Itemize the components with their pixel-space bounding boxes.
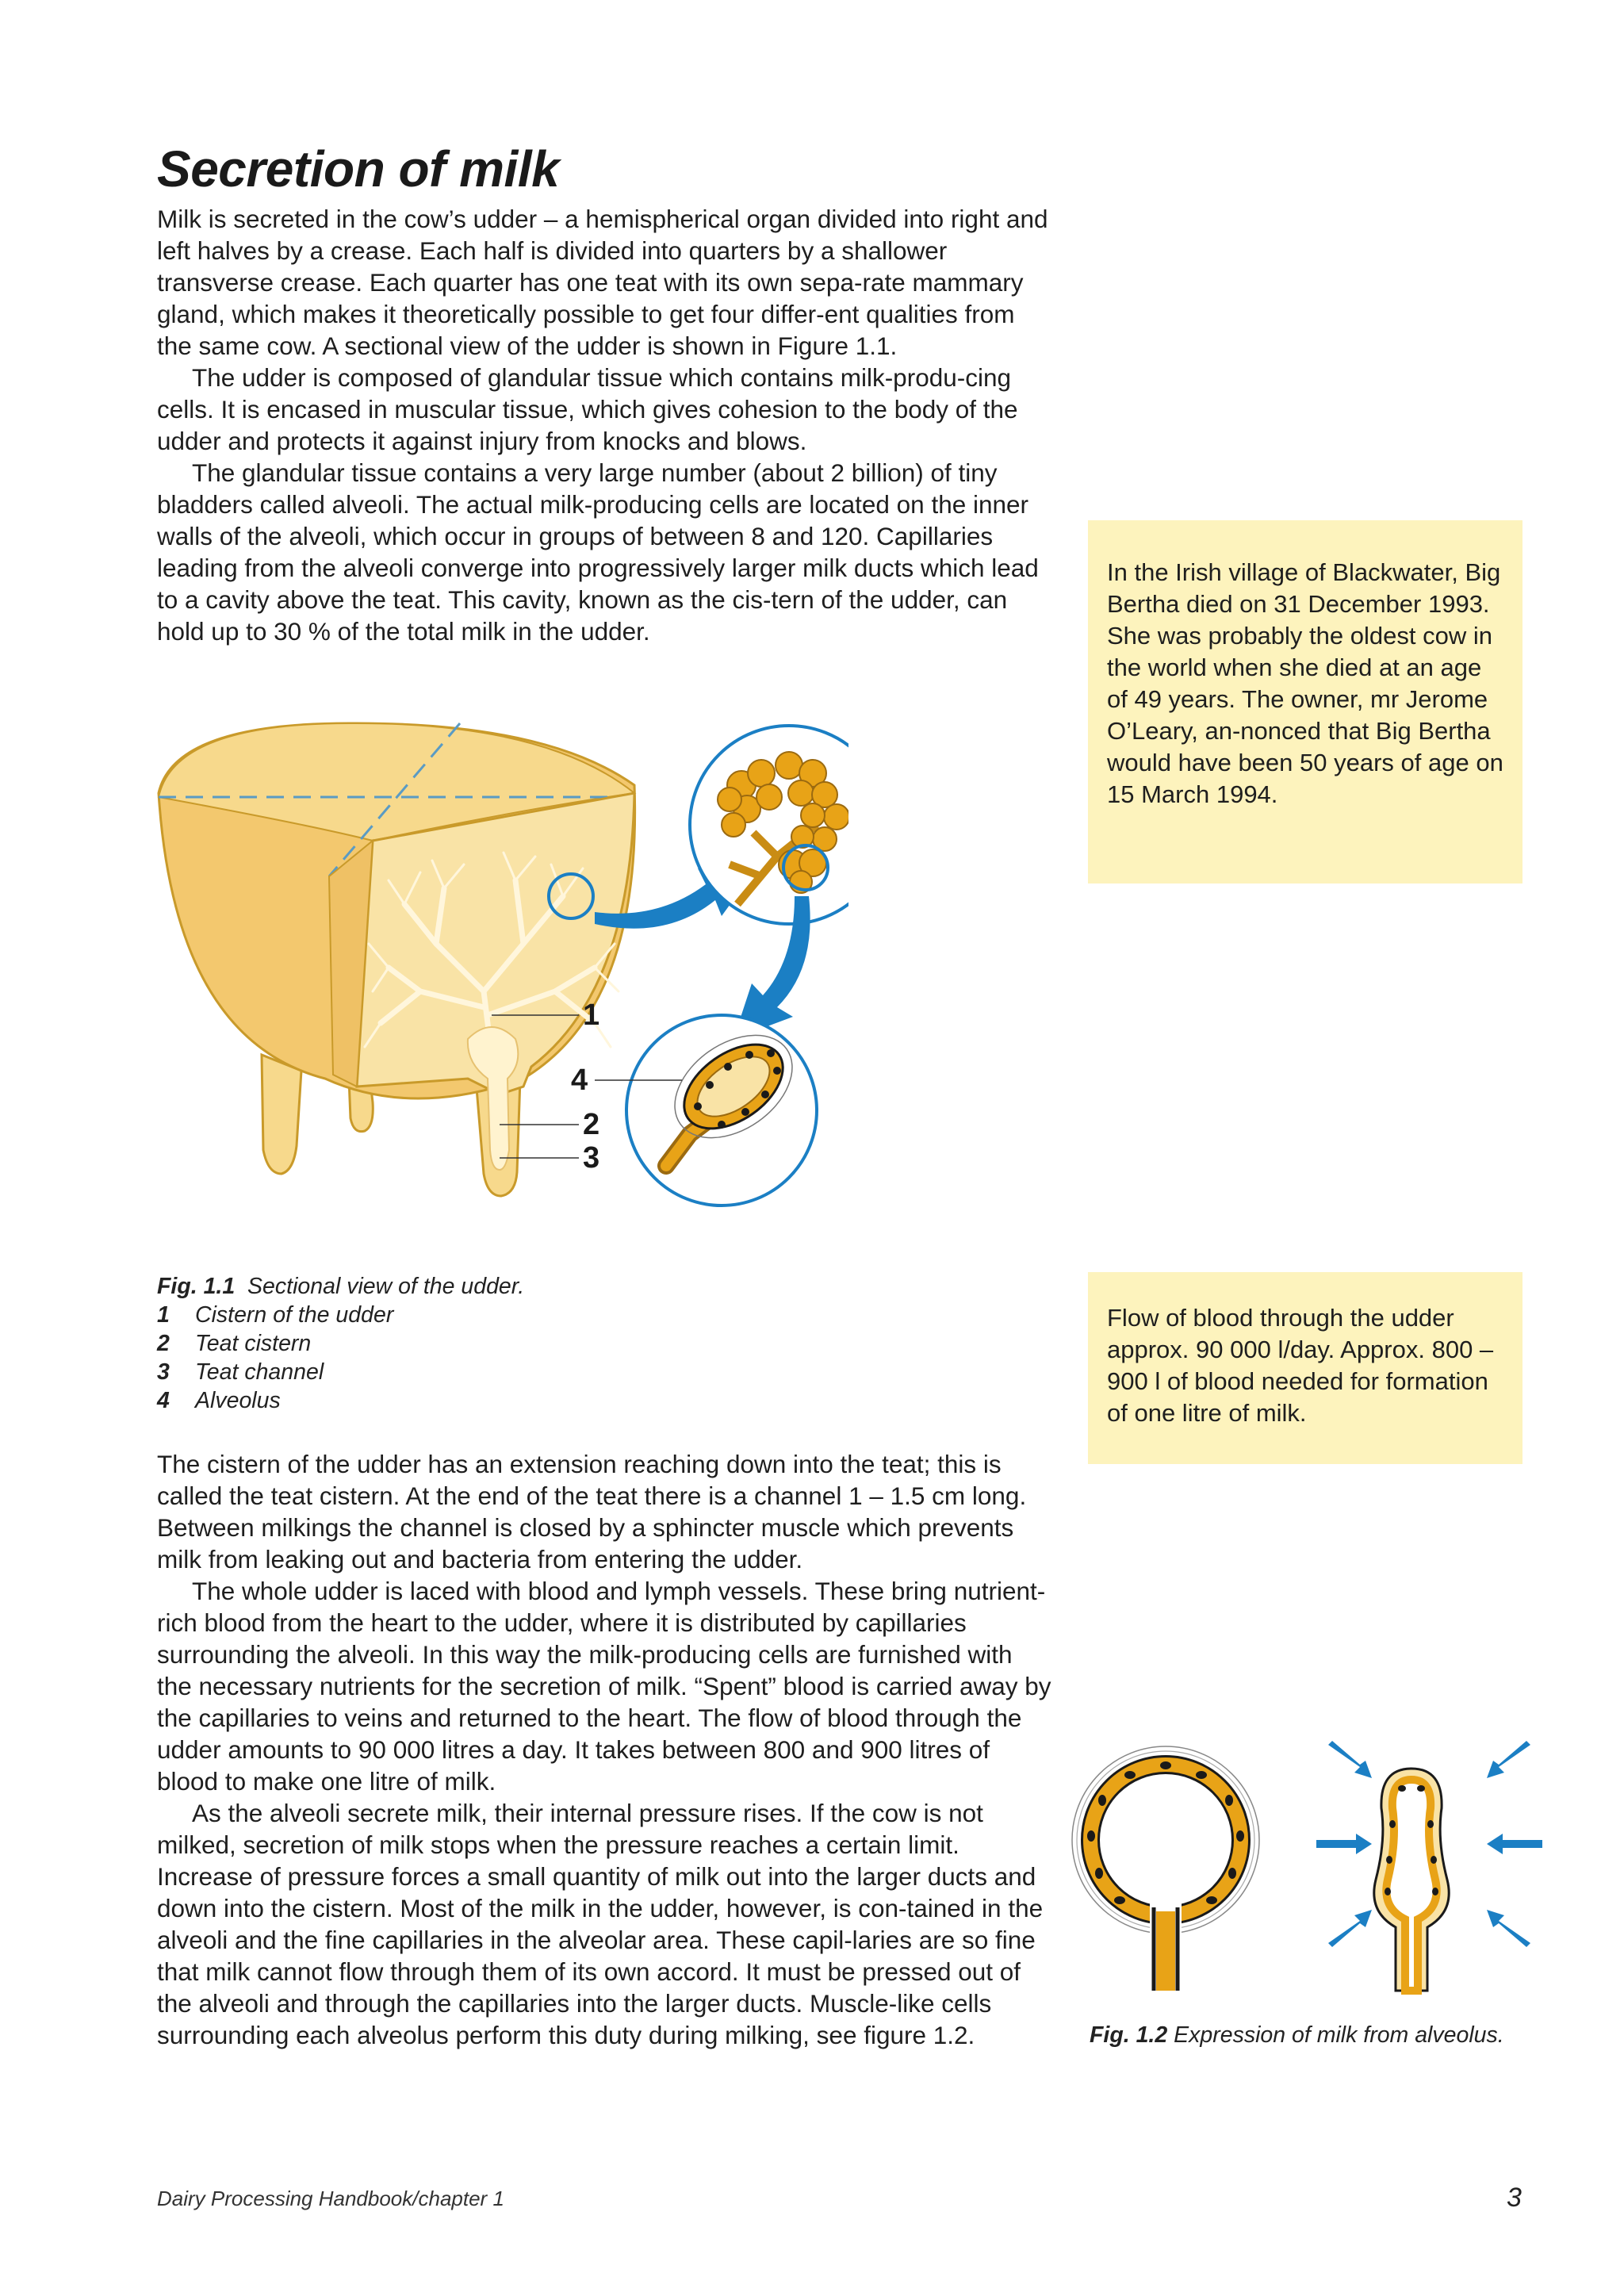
figure-label-4: 4 bbox=[571, 1064, 588, 1097]
page-title: Secretion of milk bbox=[157, 140, 560, 197]
figure-label-1: 1 bbox=[583, 999, 600, 1032]
figure-1-caption-text: Sectional view of the udder. bbox=[247, 1274, 525, 1299]
legend-item: 2 Teat cistern bbox=[157, 1331, 312, 1356]
legend-item: 3 Teat channel bbox=[157, 1359, 324, 1385]
figure-2-caption bbox=[1090, 2021, 1518, 2049]
sidebar-note-big-bertha bbox=[1088, 520, 1522, 884]
legend-item: 4 Alveolus bbox=[157, 1388, 281, 1413]
sidebar-note-text: In the Irish village of Blackwater, Big Bertha died on 31 December 1993. She was probably the oldest cow in the world when she died at an age of 49 years. The owner, mr Jerome O’Leary, an-nonced that Big Bertha would have been 50 years of age on 15 March 1994. bbox=[1107, 558, 1503, 808]
alveolus-contracted bbox=[1374, 1769, 1449, 1991]
body-paragraph-3: As the alveoli secrete milk, their internal pressure rises. If the cow is not milked, secretion of milk stops when the pressure reaches a certain limit. Increase of pressure forces a small quantity of milk out into the larger ducts and down into the cistern. Most of the milk in the udder, however, is con-tained in the alveoli and the fine capillaries in the alveolar area. These capil-laries are so fine that milk cannot flow through them of its own accord. It must be pressed out of the alveoli and through the capillaries into the larger ducts. Muscle-like cells surrounding each alveolus perform this duty during milking, see figure 1.2. bbox=[157, 1799, 1044, 2049]
sidebar-note-blood-flow bbox=[1088, 1272, 1522, 1464]
body-text bbox=[157, 1448, 1053, 2051]
legend-item: 1 Cistern of the udder bbox=[157, 1302, 394, 1328]
page-number: 3 bbox=[1507, 2183, 1522, 2213]
figure-udder-section bbox=[151, 706, 848, 1229]
alveolus-relaxed bbox=[1072, 1746, 1259, 1991]
footer-book-title: Dairy Processing Handbook/chapter 1 bbox=[157, 2187, 504, 2210]
udder-left-teat bbox=[262, 1055, 301, 1174]
body-paragraph-2: The whole udder is laced with blood and lymph vessels. These bring nutrient-rich blood from the heart to the udder, where it is distributed by capillaries surrounding the alveoli. In this way the milk-producing cells are furnished with the necessary nutrients for the secretion of milk. “Spent” blood is carried away by the capillaries to veins and returned to the heart. The flow of blood through the udder amounts to 90 000 litres a day. It takes between 800 and 900 litres of blood to make one litre of milk. bbox=[157, 1577, 1051, 1796]
body-paragraph-1: The cistern of the udder has an extension reaching down into the teat; this is called the teat cistern. At the end of the teat there is a channel 1 – 1.5 cm long. Between milkings the channel is closed by a sphincter muscle which prevents milk from leaking out and bacteria from entering the udder. bbox=[157, 1450, 1027, 1573]
figure-label-3: 3 bbox=[583, 1141, 600, 1175]
sidebar-note-text: Flow of blood through the udder approx. 90 000 l/day. Approx. 800 – 900 l of blood needed for formation of one litre of milk. bbox=[1107, 1304, 1494, 1427]
intro-paragraph-1: Milk is secreted in the cow’s udder – a hemispherical organ divided into right and left halves by a crease. Each half is divided into quarters by a shallower transverse crease. Each quarter has one teat with its own sepa-rate mammary gland, which makes it theoretically possible to get four differ-ent qualities from the same cow. A sectional view of the udder is shown in Figure 1.1. bbox=[157, 205, 1048, 360]
figure-2-caption-text: Expression of milk from alveolus. bbox=[1174, 2022, 1504, 2048]
figure-milk-expression bbox=[1055, 1721, 1546, 2007]
intro-text bbox=[157, 203, 1053, 647]
figure-1-caption-prefix: Fig. 1.1 bbox=[157, 1274, 236, 1299]
figure-label-2: 2 bbox=[583, 1108, 600, 1141]
intro-paragraph-3: The glandular tissue contains a very large number (about 2 billion) of tiny bladders called alveoli. The actual milk-producing cells are located on the inner walls of the alveoli, which occur in groups of between 8 and 120. Capillaries leading from the alveoli converge into progressively larger milk ducts which lead to a cavity above the teat. This cavity, known as the cis-tern of the udder, can hold up to 30 % of the total milk in the udder. bbox=[157, 458, 1039, 646]
figure-2-caption-prefix: Fig. 1.2 bbox=[1090, 2022, 1168, 2048]
intro-paragraph-2: The udder is composed of glandular tissue which contains milk-produ-cing cells. It is encased in muscular tissue, which gives cohesion to the body of the udder and protects it against injury from knocks and blows. bbox=[157, 363, 1018, 455]
figure-1-caption bbox=[157, 1272, 524, 1415]
